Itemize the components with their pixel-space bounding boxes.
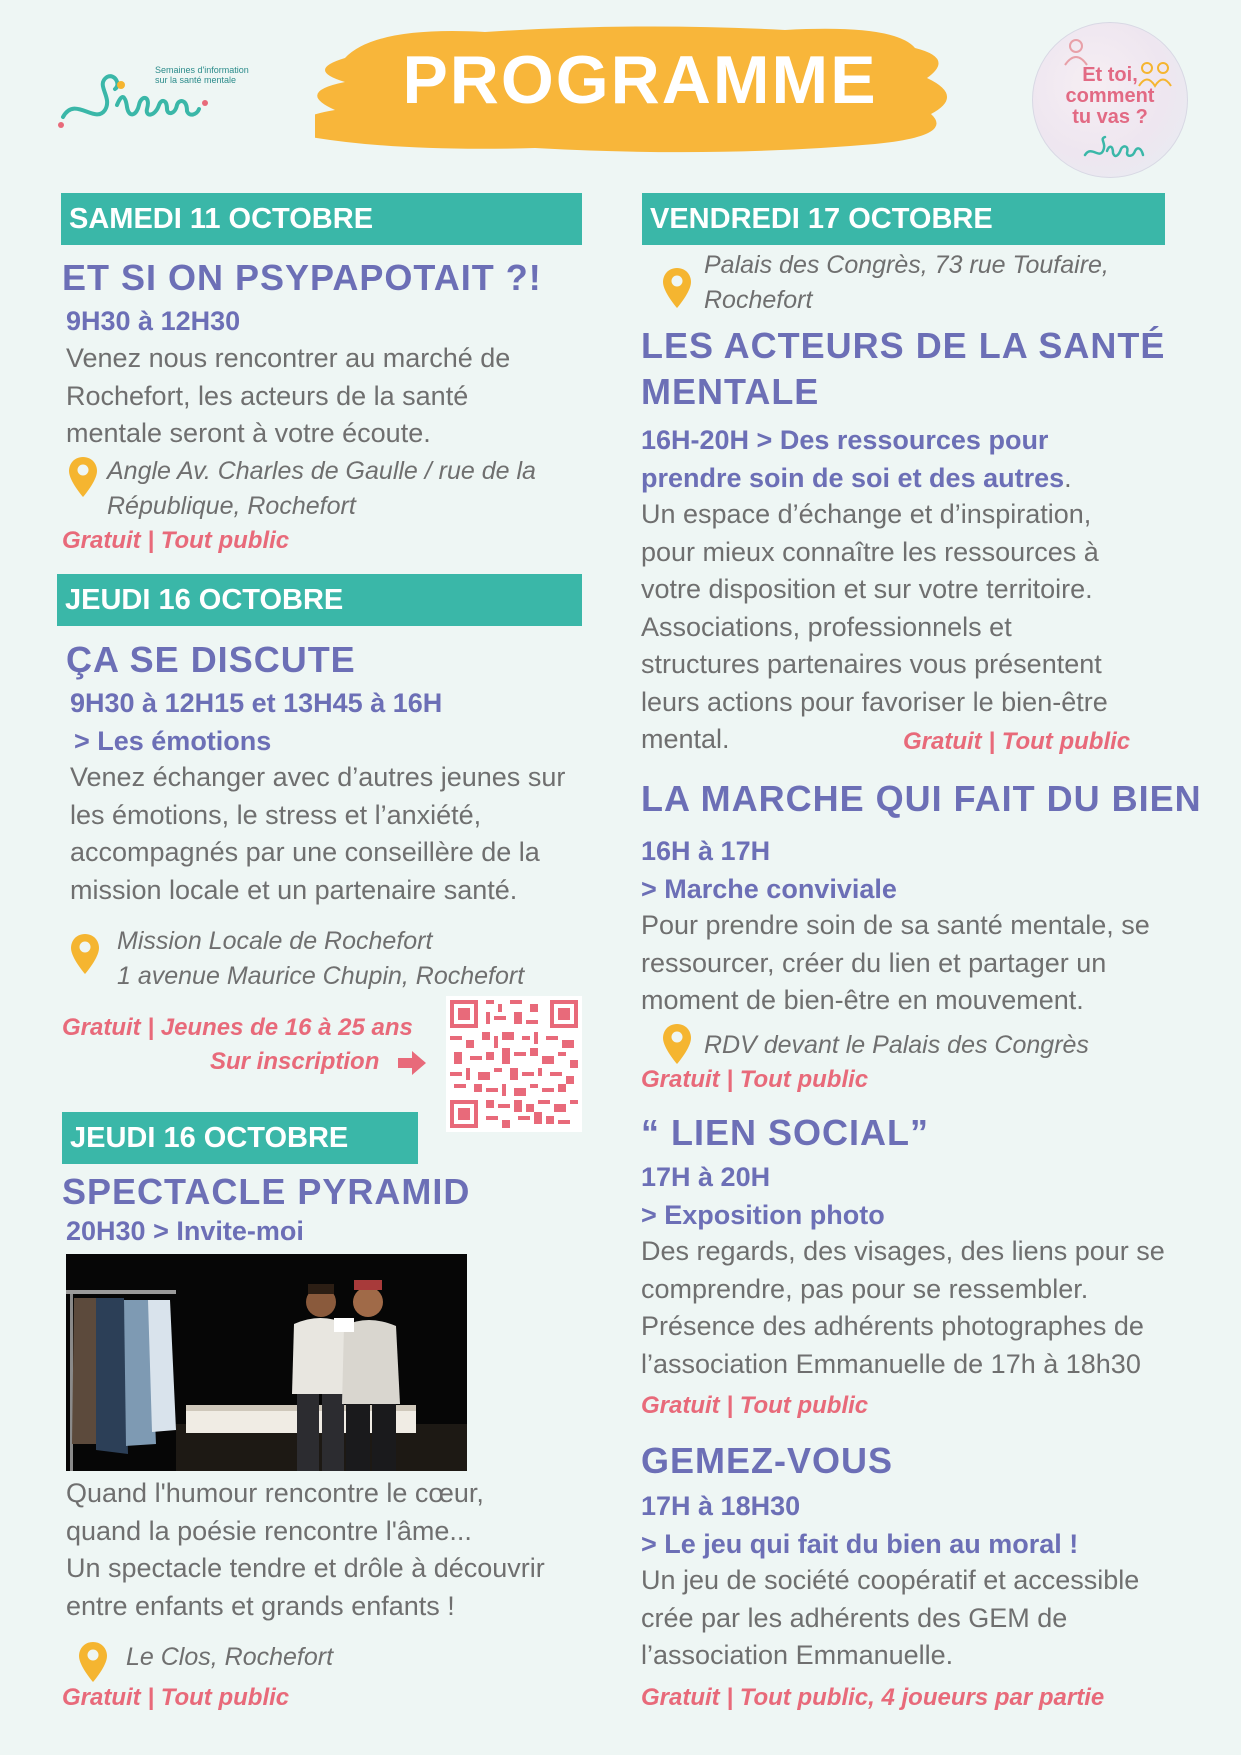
person-icon — [1061, 37, 1091, 67]
spectacle-photo — [66, 1254, 467, 1471]
desc-line: Venez nous rencontrer au marché de — [66, 343, 511, 373]
event-title-acteurs — [641, 323, 1165, 415]
desc-line: structures partenaires vous présentent — [641, 649, 1102, 679]
event-title-lien-social: “ LIEN SOCIAL” — [641, 1112, 930, 1153]
event-description — [641, 1562, 1139, 1675]
venue-location — [704, 248, 1109, 318]
event-subtitle: > Le jeu qui fait du bien au moral ! — [641, 1529, 1079, 1559]
event-title-spectacle: SPECTACLE PYRAMID — [62, 1171, 471, 1212]
desc-line: Associations, professionnels et — [641, 611, 1012, 642]
event-subtitle: prendre soin de soi et des autres. — [641, 463, 1072, 493]
event-title-gemez-vous: GEMEZ-VOUS — [641, 1440, 894, 1481]
event-time: 9H30 à 12H30 — [66, 306, 241, 336]
location-line: 1 avenue Maurice Chupin, Rochefort — [117, 962, 525, 990]
sism-logo — [55, 55, 255, 135]
location-line: Palais des Congrès, 73 rue Toufaire, — [704, 251, 1109, 279]
location-line: Mission Locale de Rochefort — [117, 927, 433, 955]
desc-line: crée par les adhérents des GEM de — [641, 1602, 1068, 1633]
event-description — [641, 907, 1150, 1020]
desc-line: leurs actions pour favoriser le bien-être — [641, 686, 1108, 717]
desc-line: ressourcer, créer du lien et partager un — [641, 947, 1107, 978]
registration-note: Sur inscription — [210, 1048, 380, 1075]
price-tag: Gratuit | Tout public — [641, 1392, 869, 1419]
desc-line: Quand l'humour rencontre le cœur, — [66, 1478, 484, 1508]
logo-tagline — [155, 65, 275, 85]
event-location — [117, 924, 524, 994]
event-location — [107, 454, 536, 524]
qr-code[interactable] — [446, 996, 582, 1132]
price-tag: Gratuit | Tout public — [62, 1684, 290, 1711]
event-subtitle: > Marche conviviale — [641, 874, 897, 904]
desc-line: Rochefort, les acteurs de la santé — [66, 380, 469, 411]
price-tag: Gratuit | Tout public — [903, 728, 1131, 755]
event-location: Le Clos, Rochefort — [126, 1643, 334, 1671]
location-pin-icon — [662, 1022, 692, 1066]
location-line: Angle Av. Charles de Gaulle / rue de la — [107, 457, 536, 485]
desc-line: entre enfants et grands enfants ! — [66, 1590, 455, 1621]
event-time: 17H à 20H — [641, 1162, 771, 1192]
date-header-samedi: SAMEDI 11 OCTOBRE — [61, 193, 582, 245]
desc-line: mentale seront à votre écoute. — [66, 418, 431, 448]
desc-line: Pour prendre soin de sa santé mentale, se — [641, 910, 1150, 940]
title-line: MENTALE — [641, 371, 820, 412]
event-location: RDV devant le Palais des Congrès — [704, 1031, 1089, 1059]
event-description — [70, 759, 565, 909]
price-tag: Gratuit | Tout public — [62, 527, 290, 554]
event-subtitle-text: prendre soin de soi et des autres — [641, 463, 1065, 493]
desc-line: mental. — [641, 724, 730, 754]
event-description — [641, 1233, 1165, 1383]
location-line: République, Rochefort — [107, 492, 356, 520]
event-time: 17H à 18H30 — [641, 1491, 801, 1521]
date-header-jeudi: JEUDI 16 OCTOBRE — [57, 574, 582, 626]
event-description — [66, 1475, 545, 1625]
desc-line: Des regards, des visages, des liens pour se — [641, 1236, 1165, 1266]
event-time: 9H30 à 12H15 et 13H45 à 16H — [70, 688, 443, 718]
event-description — [66, 340, 510, 453]
event-description — [641, 496, 1108, 759]
event-subtitle: > Exposition photo — [641, 1200, 885, 1230]
event-time: 20H30 > Invite-moi — [66, 1216, 304, 1246]
spectacle-photo-illustration — [66, 1254, 467, 1471]
arrow-right-icon — [396, 1049, 428, 1077]
desc-line: Présence des adhérents photographes de — [641, 1311, 1144, 1341]
desc-line: mission locale et un partenaire santé. — [70, 874, 518, 905]
desc-line: quand la poésie rencontre l'âme... — [66, 1515, 472, 1546]
date-header-jeudi-spectacle: JEUDI 16 OCTOBRE — [62, 1112, 418, 1164]
logo-tagline-2: sur la santé mentale — [155, 75, 237, 85]
price-tag: Gratuit | Tout public, 4 joueurs par partie — [641, 1684, 1105, 1711]
logo-tagline-1: Semaines d'information — [155, 65, 249, 75]
badge-text — [1043, 65, 1177, 128]
desc-line: comprendre, pas pour se ressembler. — [641, 1273, 1089, 1304]
badge-line-1: Et toi, — [1082, 64, 1138, 86]
badge-line-2: comment — [1065, 85, 1155, 107]
event-title-marche: LA MARCHE QUI FAIT DU BIEN — [641, 778, 1202, 819]
desc-line: les émotions, le stress et l’anxiété, — [70, 799, 482, 830]
desc-line: Un spectacle tendre et drôle à découvrir — [66, 1553, 545, 1583]
desc-line: votre disposition et sur votre territoire. — [641, 574, 1093, 604]
desc-line: pour mieux connaître les ressources à — [641, 536, 1099, 567]
location-line: Rochefort — [704, 286, 813, 314]
event-title-ca-se-discute: ÇA SE DISCUTE — [66, 639, 356, 680]
desc-line: l’association Emmanuelle. — [641, 1640, 954, 1670]
location-pin-icon — [78, 1640, 108, 1684]
desc-line: accompagnés par une conseillère de la — [70, 837, 540, 867]
event-subtitle: > Les émotions — [74, 726, 272, 756]
event-time: 16H-20H > Des ressources pour — [641, 425, 1049, 455]
badge-sism-logo — [1081, 133, 1151, 163]
desc-line: l’association Emmanuelle de 17h à 18h30 — [641, 1348, 1141, 1379]
location-pin-icon — [662, 266, 692, 310]
date-header-vendredi: VENDREDI 17 OCTOBRE — [642, 193, 1165, 245]
desc-line: Venez échanger avec d’autres jeunes sur — [70, 762, 566, 792]
badge-line-3: tu vas ? — [1072, 106, 1148, 128]
desc-line: Un jeu de société coopératif et accessible — [641, 1565, 1140, 1595]
title-line: LES ACTEURS DE LA SANTÉ — [641, 325, 1166, 366]
desc-line: moment de bien-être en mouvement. — [641, 985, 1084, 1015]
page-title: PROGRAMME — [402, 42, 878, 118]
price-tag: Gratuit | Jeunes de 16 à 25 ans — [62, 1014, 413, 1041]
location-pin-icon — [68, 455, 98, 499]
desc-line: Un espace d’échange et d’inspiration, — [641, 499, 1092, 529]
event-title-psypapotait: ET SI ON PSYPAPOTAIT ?! — [62, 257, 542, 298]
et-toi-badge — [1032, 22, 1188, 178]
event-time: 16H à 17H — [641, 836, 771, 866]
location-pin-icon — [70, 932, 100, 976]
price-tag: Gratuit | Tout public — [641, 1066, 869, 1093]
